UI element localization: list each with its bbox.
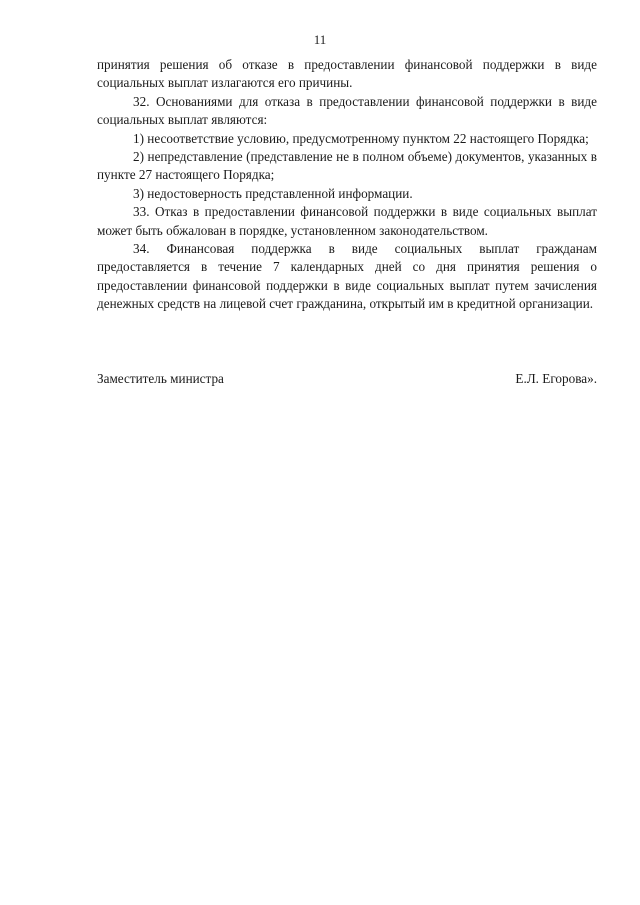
paragraph-33: 33. Отказ в предоставлении финансовой поддержки в виде социальных выплат может быть обжалован в порядке, установленном законодательством. bbox=[97, 204, 597, 238]
page-number: 11 bbox=[313, 32, 327, 47]
signature-block bbox=[97, 370, 597, 388]
signatory-name: Е.Л. Егорова». bbox=[515, 371, 597, 386]
paragraph-32-item-2: 2) непредставление (представление не в полном объеме) документов, указанных в пункте 27 настоящего Порядка; bbox=[97, 149, 597, 183]
signatory-position: Заместитель министра bbox=[97, 371, 224, 386]
paragraph-32: 32. Основаниями для отказа в предоставлении финансовой поддержки в виде социальных выплат являются: bbox=[97, 93, 597, 128]
paragraph-32-item-1: 1) несоответствие условию, предусмотренному пунктом 22 настоящего Порядка; bbox=[133, 130, 589, 146]
paragraph-32-item-3: 3) недостоверность представленной информации. bbox=[133, 185, 413, 201]
paragraph-34: 34. Финансовая поддержка в виде социальных выплат гражданам предоставляется в течение 7 календарных дней со дня принятия решения о предоставлении финансовой поддержки в виде социальных выплат путем зачисления денежных средств на лицевой счет гражданина, открытый им в кредитной организации. bbox=[97, 241, 597, 312]
paragraph-continuation: принятия решения об отказе в предоставлении финансовой поддержки в виде социальных выплат излагаются его причины. bbox=[97, 57, 597, 91]
document-body bbox=[97, 56, 597, 314]
